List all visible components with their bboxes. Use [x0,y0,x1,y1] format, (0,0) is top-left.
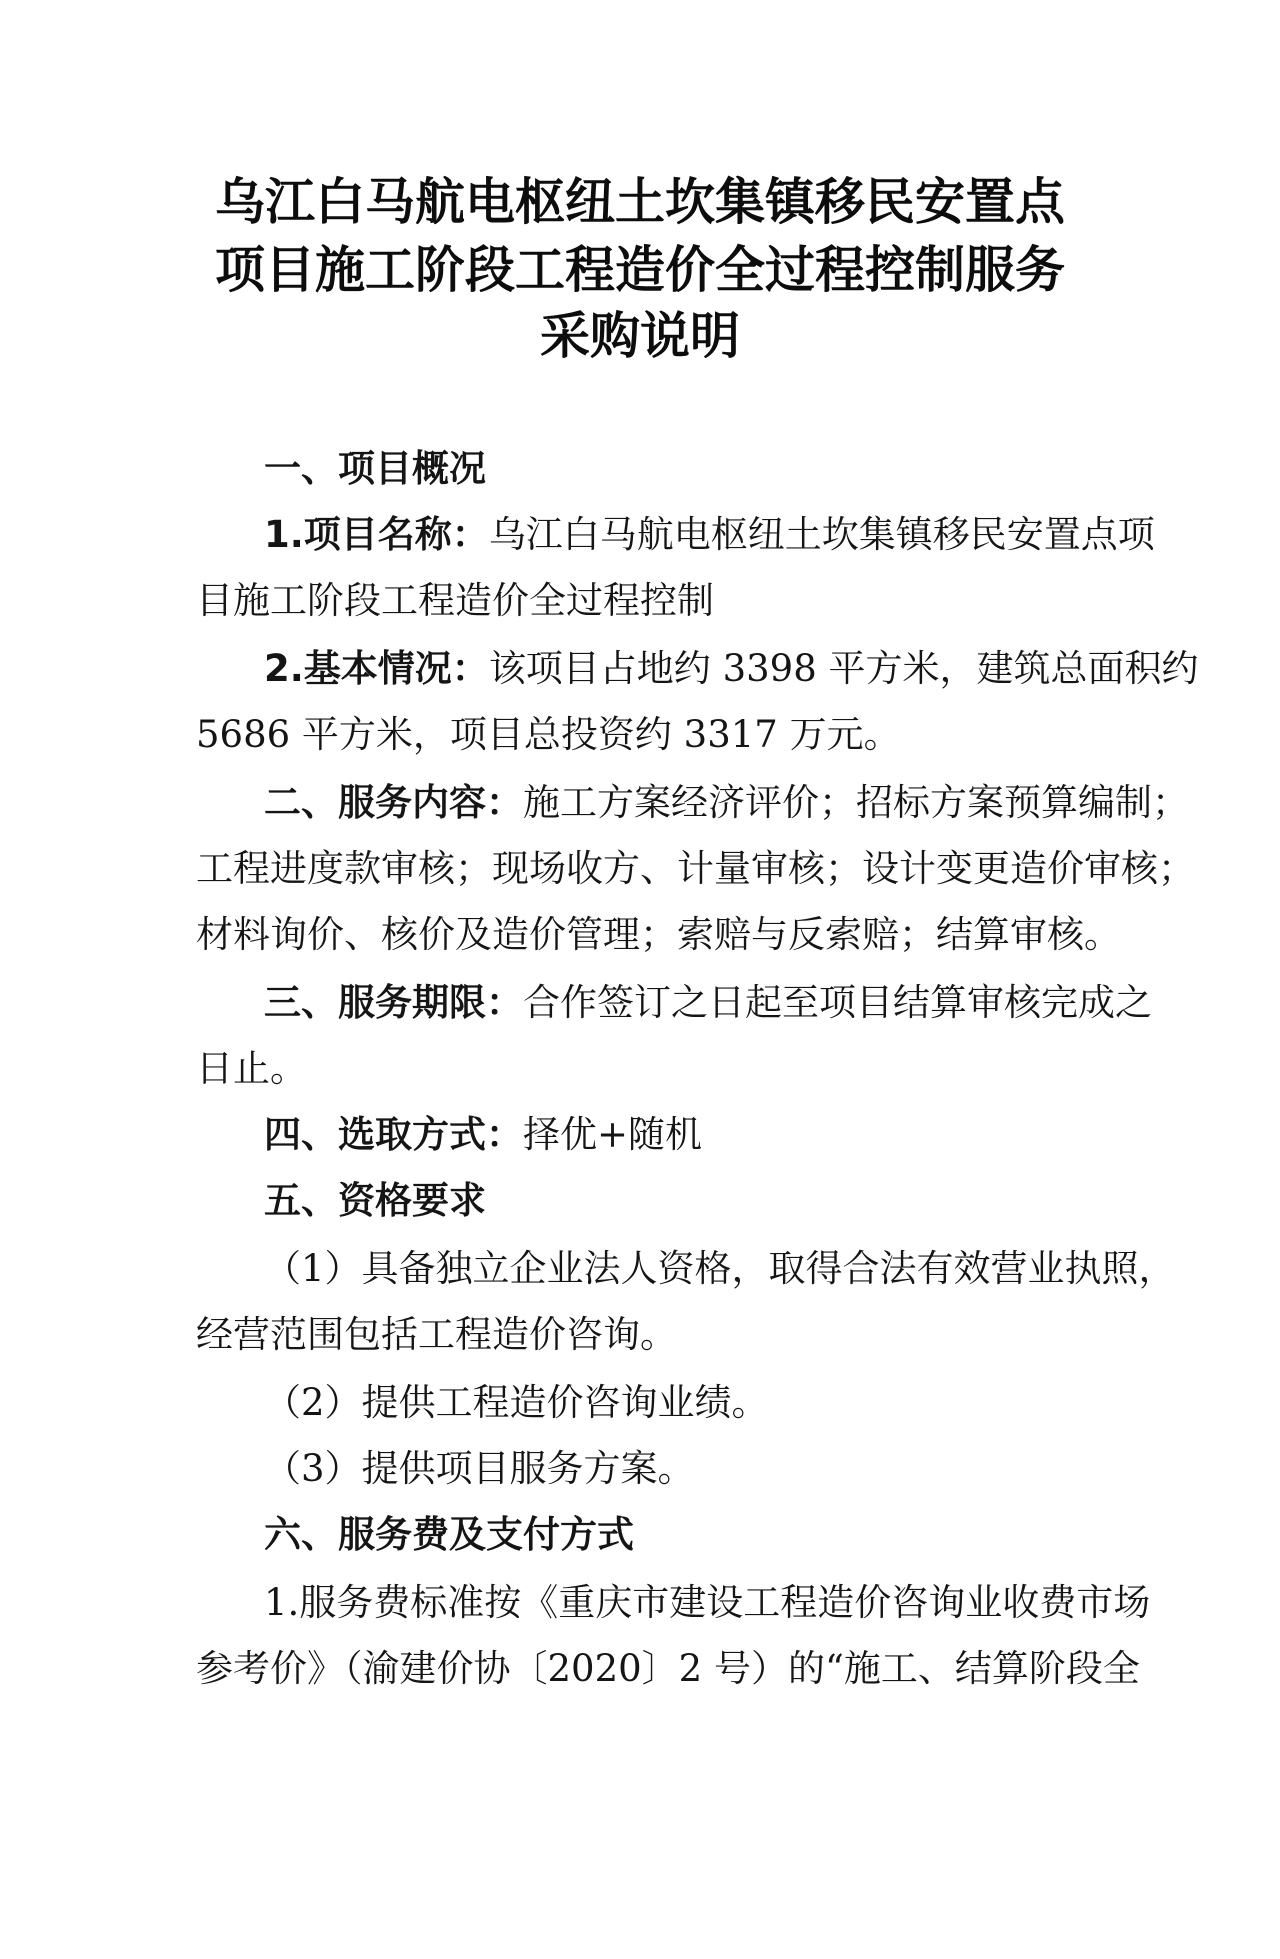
section-2-line-3: 材料询价、核价及造价管理；索赔与反索赔；结算审核。 [196,913,1121,956]
section-4-line [264,1112,702,1158]
item-text: 乌江白马航电枢纽土坎集镇移民安置点项 [488,513,1155,556]
section-3-line-1 [264,980,1152,1026]
section-6-heading: 六、服务费及支付方式 [264,1513,634,1556]
document-title-line-1: 乌江白马航电枢纽土坎集镇移民安置点 [215,173,1065,231]
section-text: 合作签订之日起至项目结算审核完成之 [523,981,1152,1024]
section-1-item-1-line-1 [264,512,1155,558]
section-6-item-1-line-2: 参考价》（渝建价协〔2020〕2 号）的“施工、结算阶段全 [196,1647,1140,1690]
section-label: 二、服务内容： [264,781,523,824]
item-label: 2.基本情况： [264,647,489,690]
section-1-item-1-line-2: 目施工阶段工程造价全过程控制 [196,579,714,622]
document-title-line-3: 采购说明 [540,307,740,365]
section-text: 施工方案经济评价；招标方案预算编制； [523,781,1189,824]
section-1-item-2-line-1 [264,646,1199,692]
item-label: 1.项目名称： [264,513,489,556]
section-6-item-1-line-1: 1.服务费标准按《重庆市建设工程造价咨询业收费市场 [264,1581,1151,1624]
section-1-heading: 一、项目概况 [264,447,486,490]
section-5-heading: 五、资格要求 [264,1179,486,1222]
section-5-item-1-line-1: （1）具备独立企业法人资格，取得合法有效营业执照， [264,1247,1176,1290]
section-2-line-2: 工程进度款审核；现场收方、计量审核；设计变更造价审核； [196,847,1195,890]
section-2-line-1 [264,780,1189,826]
section-5-item-1-line-2: 经营范围包括工程造价咨询。 [196,1313,677,1356]
document-title-line-2: 项目施工阶段工程造价全过程控制服务 [215,241,1065,299]
section-5-item-2: （2）提供工程造价咨询业绩。 [264,1381,769,1424]
section-label: 三、服务期限： [264,981,523,1024]
section-text: 择优+随机 [523,1113,703,1156]
section-5-item-3: （3）提供项目服务方案。 [264,1447,695,1490]
section-3-line-2: 日止。 [196,1047,307,1090]
section-1-item-2-line-2: 5686 平方米，项目总投资约 3317 万元。 [196,713,901,756]
section-label: 四、选取方式： [264,1113,523,1156]
item-text: 该项目占地约 3398 平方米，建筑总面积约 [488,647,1199,690]
